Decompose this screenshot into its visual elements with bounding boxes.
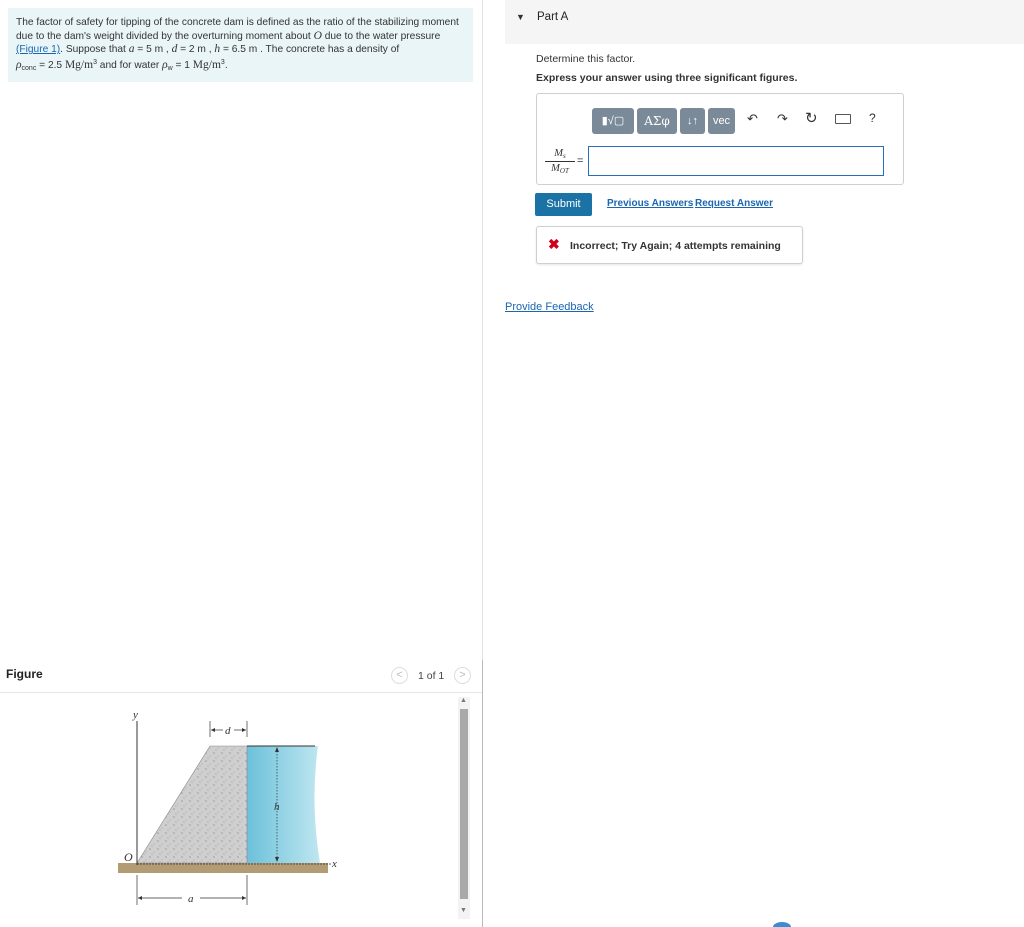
figure-title: Figure [6, 667, 43, 681]
instruction-text: Determine this factor. [536, 53, 636, 65]
problem-statement [8, 8, 473, 82]
concrete-dam [137, 746, 247, 863]
label-x: x [332, 858, 337, 870]
ground [118, 863, 328, 873]
help-icon[interactable]: ? [869, 111, 876, 125]
previous-figure-button[interactable]: < [391, 667, 408, 684]
problem-line-4: $\rho_{conc} = 2.5$ $Mg/m^3$ and for water $\rho_w = 1$ $Mg/m^3$. [16, 58, 228, 72]
answer-area [536, 93, 904, 185]
equals-sign: = [577, 155, 584, 167]
figure-link[interactable]: (Figure 1) [16, 44, 61, 56]
feedback-text: Incorrect; Try Again; 4 attempts remaining [570, 240, 781, 252]
instruction-bold-text: Express your answer using three significant figures. [536, 72, 798, 84]
undo-icon[interactable]: ↶ [747, 111, 758, 126]
figure-header [0, 665, 482, 693]
scroll-up-arrow-icon[interactable]: ▲ [460, 697, 467, 704]
next-figure-button[interactable]: > [454, 667, 471, 684]
answer-input[interactable] [588, 146, 884, 176]
chat-bubble-icon[interactable] [773, 922, 791, 927]
problem-line-3: (Figure 1). Suppose that a = 5 m , d = 2 m , h = 6.5 m . The concrete has a density of [16, 43, 400, 56]
redo-icon[interactable]: ↷ [777, 111, 788, 126]
greek-symbols-button[interactable]: ΑΣφ [637, 108, 677, 134]
figure-count: 1 of 1 [418, 670, 445, 682]
label-y: y [133, 709, 138, 721]
label-O: O [124, 850, 133, 864]
problem-line-1: The factor of safety for tipping of the concrete dam is defined as the ratio of the stabilizing moment [16, 17, 459, 28]
provide-feedback-link[interactable]: Provide Feedback [505, 301, 594, 313]
dam-figure [100, 703, 350, 913]
answer-fraction-label: $M_s$ $M_{OT}$ [545, 148, 575, 175]
label-a: a [188, 893, 194, 905]
feedback-message [536, 226, 803, 264]
problem-line-2: due to the dam's weight divided by the overturning moment about O due to the water pressure [16, 29, 441, 42]
label-h: h [274, 801, 280, 813]
figure-scrollbar[interactable] [458, 697, 470, 919]
reset-icon[interactable]: ↻ [805, 110, 818, 127]
label-d: d [225, 725, 231, 737]
arrows-button[interactable]: ↓↑ [680, 108, 705, 134]
templates-button[interactable]: ▮√▢ [592, 108, 634, 134]
collapse-caret-icon[interactable]: ▼ [516, 12, 525, 22]
part-title: Part A [537, 11, 569, 23]
figure-panel-border [482, 660, 483, 927]
keyboard-icon[interactable] [835, 114, 851, 124]
part-a-header[interactable] [505, 0, 1024, 44]
previous-answers-link[interactable]: Previous Answers [607, 198, 694, 209]
water [247, 746, 320, 863]
vector-button[interactable]: vec [708, 108, 735, 134]
submit-button[interactable]: Submit [535, 193, 592, 216]
scroll-thumb[interactable] [460, 709, 468, 899]
request-answer-link[interactable]: Request Answer [695, 198, 773, 209]
scroll-down-arrow-icon[interactable]: ▼ [460, 907, 467, 914]
error-x-icon: ✖ [548, 236, 560, 252]
